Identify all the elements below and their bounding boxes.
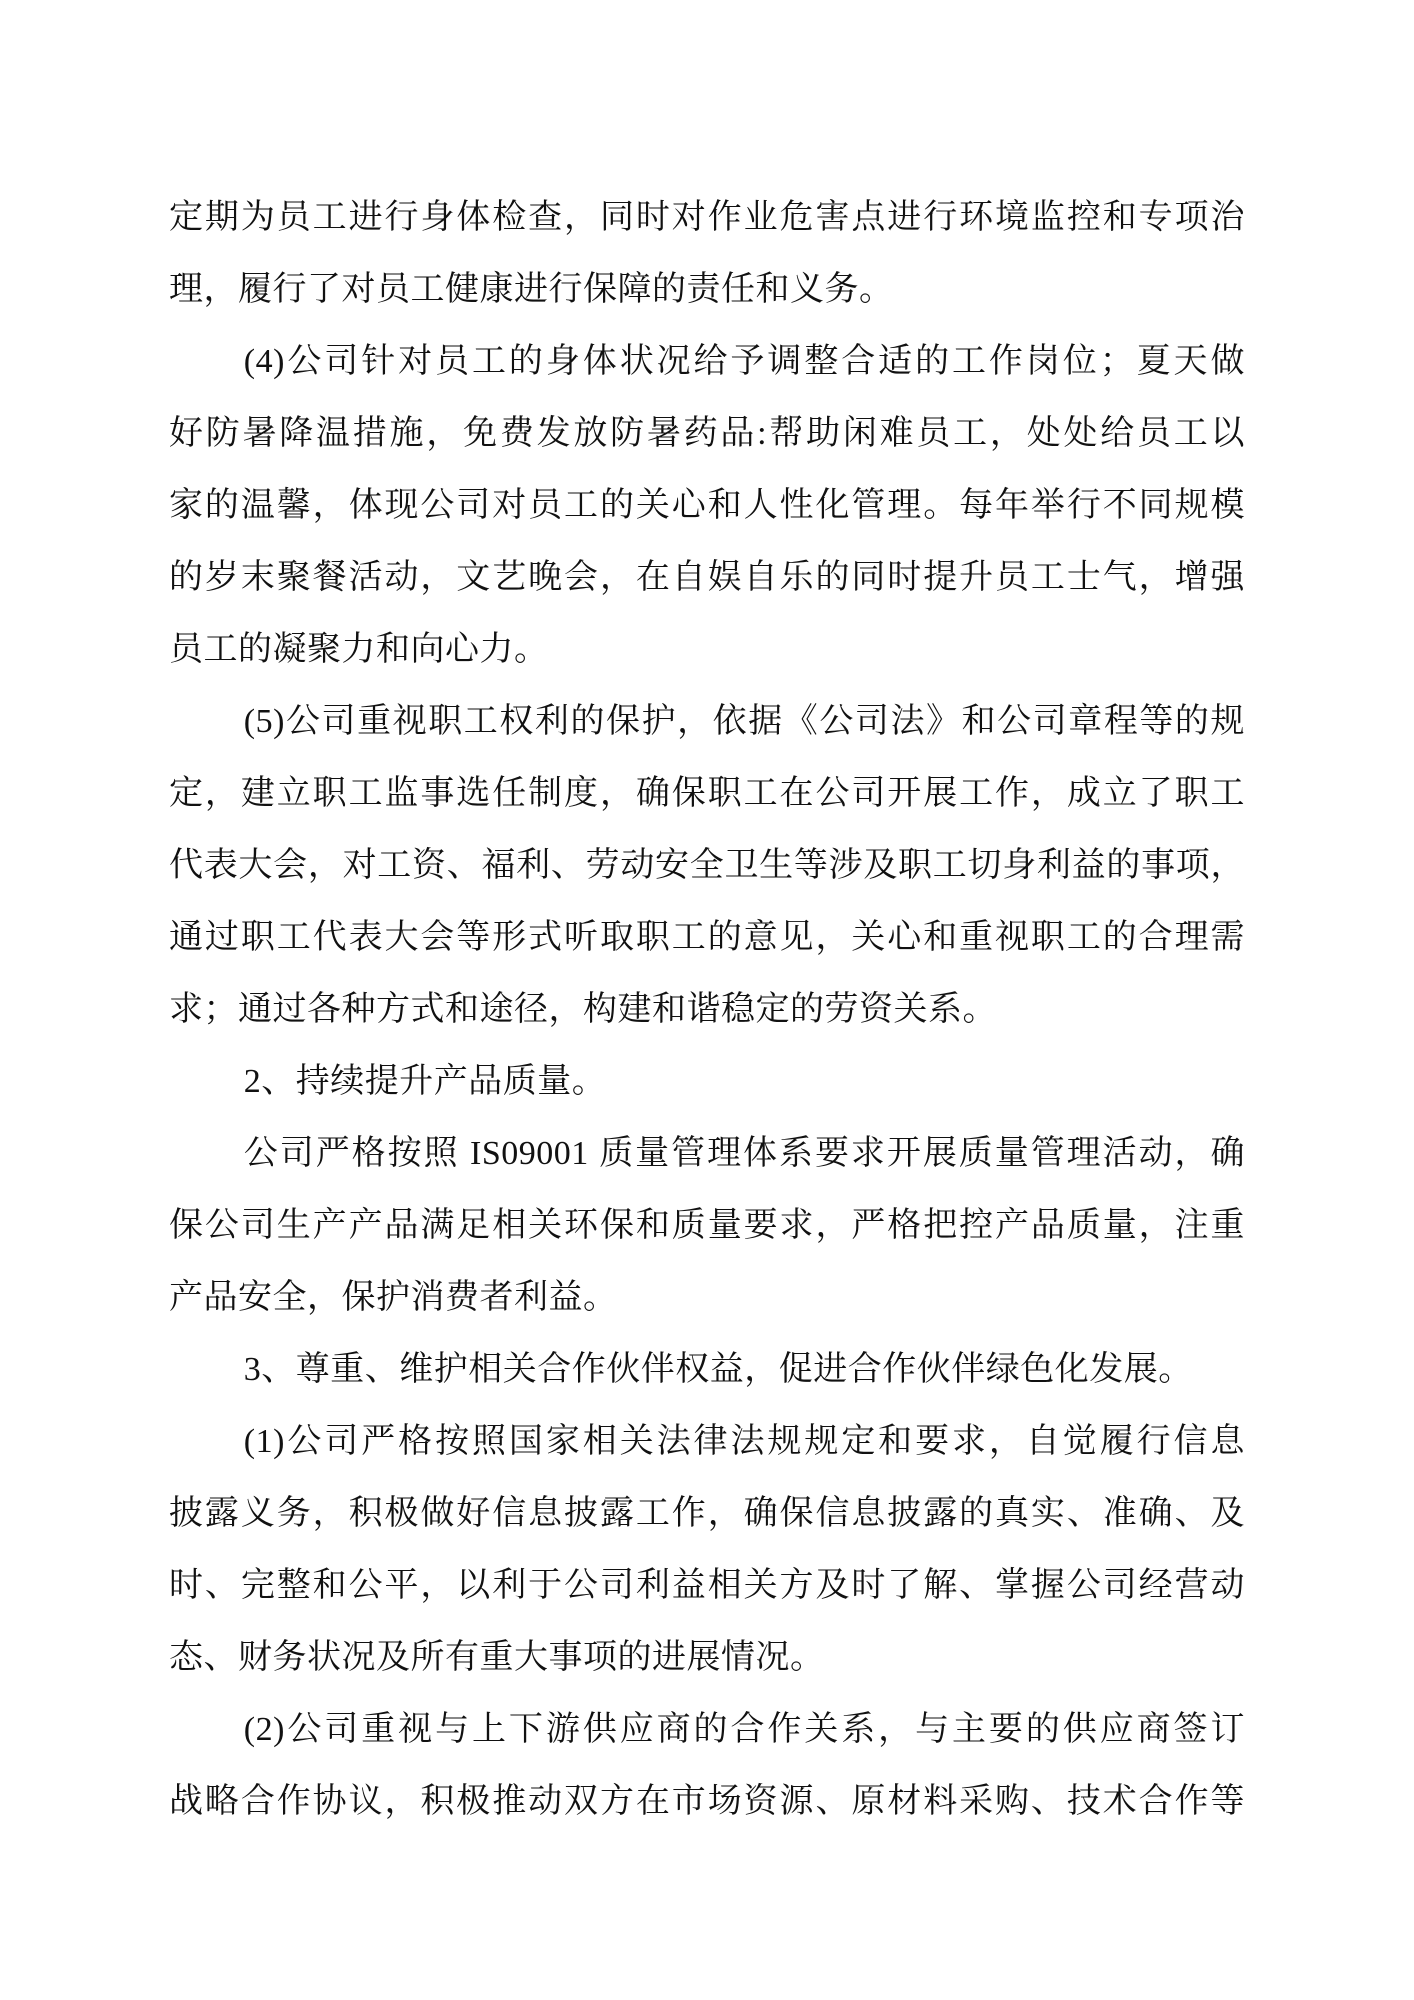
text-line: 家的温馨，体现公司对员工的关心和人性化管理。每年举行不同规模 (169, 487, 1245, 524)
text-line: 定期为员工进行身体检查，同时对作业危害点进行环境监控和专项治 (169, 199, 1245, 236)
text-line: 战略合作协议，积极推动双方在市场资源、原材料采购、技术合作等 (169, 1783, 1245, 1820)
text-line: (1)公司严格按照国家相关法律法规规定和要求，自觉履行信息 (243, 1423, 1245, 1460)
text-line: 通过职工代表大会等形式听取职工的意见，关心和重视职工的合理需 (169, 919, 1245, 956)
document-body (169, 182, 1245, 1838)
text-line: 披露义务，积极做好信息披露工作，确保信息披露的真实、准确、及 (169, 1495, 1245, 1532)
text-line: 好防暑降温措施，免费发放防暑药品:帮助闲难员工，处处给员工以 (169, 415, 1245, 452)
text-line: 代表大会，对工资、福利、劳动安全卫生等涉及职工切身利益的事项， (169, 847, 1245, 884)
text-line: 理，履行了对员工健康进行保障的责任和义务。 (169, 271, 894, 308)
text-line: (4)公司针对员工的身体状况给予调整合适的工作岗位；夏天做 (243, 343, 1245, 380)
text-line: 态、财务状况及所有重大事项的进展情况。 (169, 1639, 825, 1676)
text-line: 时、完整和公平，以利于公司利益相关方及时了解、掌握公司经营动 (169, 1567, 1245, 1604)
text-line: 3、尊重、维护相关合作伙伴权益，促进合作伙伴绿色化发展。 (243, 1351, 1193, 1388)
text-line: 的岁末聚餐活动，文艺晚会，在自娱自乐的同时提升员工士气，增强 (169, 559, 1245, 596)
text-line: 求；通过各种方式和途径，构建和谐稳定的劳资关系。 (169, 991, 997, 1028)
text-line: 员工的凝聚力和向心力。 (169, 631, 549, 668)
text-line: 公司严格按照 IS09001 质量管理体系要求开展质量管理活动，确 (243, 1135, 1245, 1172)
text-line: 保公司生产产品满足相关环保和质量要求，严格把控产品质量，注重 (169, 1207, 1245, 1244)
text-line: 产品安全，保护消费者利益。 (169, 1279, 618, 1316)
text-line: (5)公司重视职工权利的保护，依据《公司法》和公司章程等的规 (243, 703, 1245, 740)
text-line: (2)公司重视与上下游供应商的合作关系，与主要的供应商签订 (243, 1711, 1245, 1748)
text-line: 定，建立职工监事选任制度，确保职工在公司开展工作，成立了职工 (169, 775, 1245, 812)
text-line: 2、持续提升产品质量。 (243, 1063, 607, 1100)
